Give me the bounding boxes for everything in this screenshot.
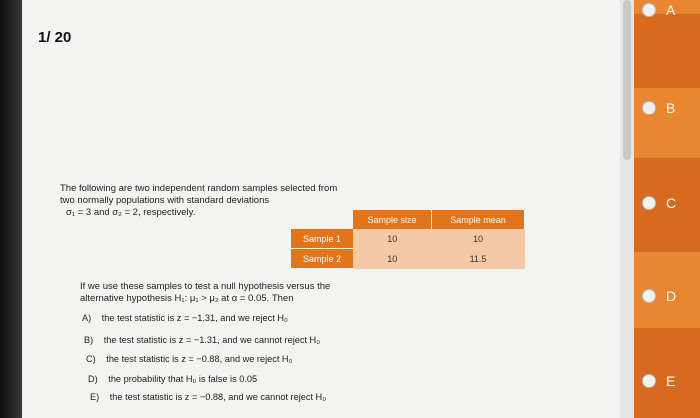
hypothesis-line: alternative hypothesis H₁: μ₁ > μ₂ at α = 0.05. Then: [80, 293, 294, 304]
hypothesis-text: [80, 281, 440, 305]
row-label-sample-1: Sample 1: [291, 229, 353, 249]
sample-1-mean: 10: [432, 229, 525, 249]
choice-text: the probability that H₀ is false is 0.05: [108, 374, 258, 384]
table-row: [291, 249, 525, 269]
choice-letter: D): [88, 374, 98, 384]
choice-letter: B): [84, 335, 94, 345]
radio-icon[interactable]: [642, 3, 656, 17]
sample-2-size: 10: [353, 249, 432, 269]
choice-d[interactable]: [88, 374, 257, 384]
question-number: 1/ 20: [38, 29, 72, 46]
choice-b[interactable]: [84, 335, 320, 345]
choice-letter: E): [90, 392, 100, 402]
sample-2-mean: 11.5: [432, 249, 525, 269]
table-corner: [291, 210, 353, 229]
table-header-row: [291, 210, 525, 229]
radio-icon[interactable]: [642, 374, 656, 388]
answer-option-c[interactable]: C: [642, 195, 676, 211]
choice-text: the test statistic is z = −0.88, and we reject H₀: [106, 354, 293, 364]
answer-option-a[interactable]: A: [642, 2, 675, 18]
sample-1-size: 10: [353, 229, 432, 249]
scrollbar[interactable]: [620, 0, 634, 418]
answer-option-d[interactable]: D: [642, 288, 676, 304]
scroll-thumb[interactable]: [623, 0, 631, 160]
screen-bezel: [0, 0, 22, 418]
intro-line: The following are two independent random samples selected from: [60, 183, 338, 194]
hypothesis-line: If we use these samples to test a null hypothesis versus the: [80, 281, 331, 292]
sample-table: [291, 210, 525, 269]
choice-letter: A): [82, 313, 92, 323]
table-row: [291, 229, 525, 249]
choice-letter: C): [86, 354, 96, 364]
answer-band-b: [634, 88, 700, 158]
choice-text: the test statistic is z = −0.88, and we cannot reject H₀: [109, 392, 327, 402]
choice-a[interactable]: [82, 313, 288, 323]
answer-option-b[interactable]: B: [642, 100, 675, 116]
radio-icon[interactable]: [642, 196, 656, 210]
answer-option-e[interactable]: E: [642, 373, 675, 389]
intro-line: two normally populations with standard deviations: [60, 195, 270, 206]
choice-text: the test statistic is z = −1.31, and we reject H₀: [101, 313, 288, 323]
intro-line: σ₁ = 3 and σ₂ = 2, respectively.: [66, 207, 196, 218]
choice-c[interactable]: [86, 354, 292, 364]
row-label-sample-2: Sample 2: [291, 249, 353, 269]
choice-e[interactable]: [90, 392, 326, 402]
radio-icon[interactable]: [642, 101, 656, 115]
choice-text: the test statistic is z = −1.31, and we cannot reject H₀: [103, 335, 321, 345]
header-sample-size: Sample size: [353, 210, 432, 229]
header-sample-mean: Sample mean: [432, 210, 525, 229]
radio-icon[interactable]: [642, 289, 656, 303]
